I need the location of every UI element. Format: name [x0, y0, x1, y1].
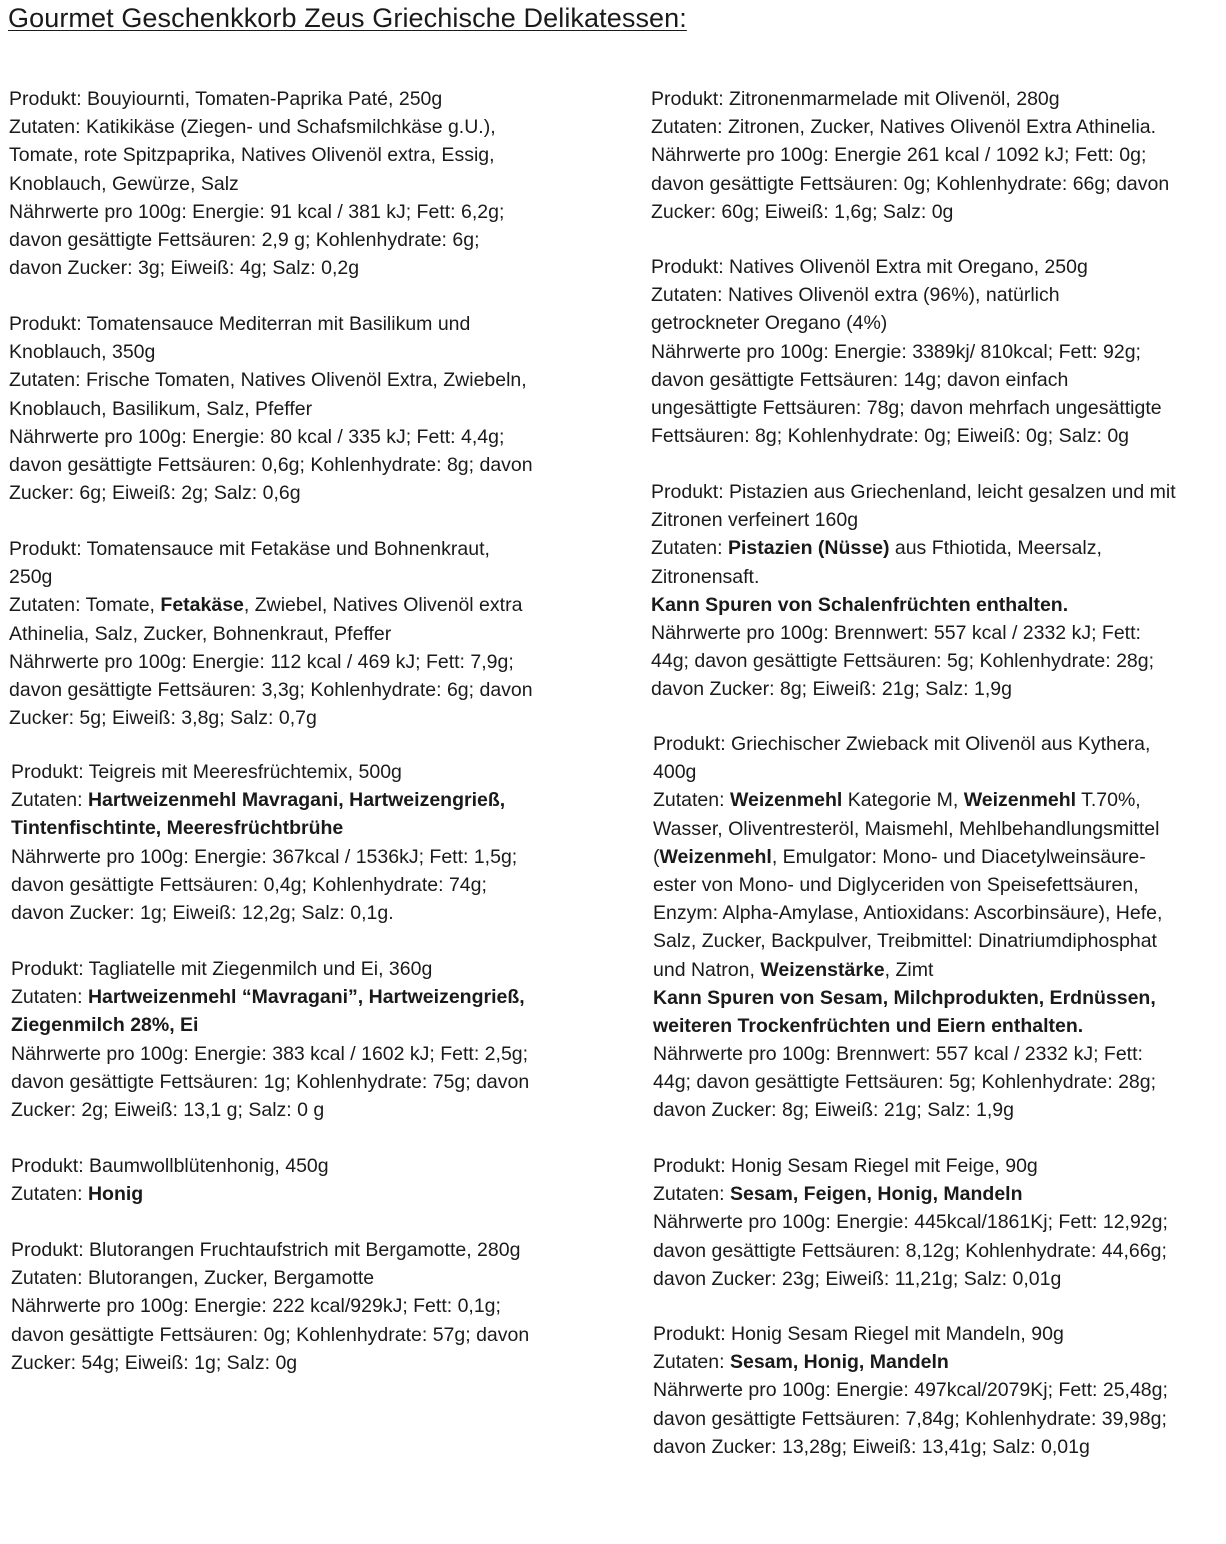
text-line [11, 843, 517, 871]
bold-text: Kann Spuren von Sesam, Milchprodukten, Erdnüssen, [653, 986, 1156, 1009]
text-line [653, 786, 1162, 814]
text-line [653, 1208, 1168, 1236]
text-line [9, 479, 533, 507]
product-block [653, 1320, 1168, 1461]
text-segment: Nährwerte pro 100g: Brennwert: 557 kcal / 2332 kJ; Fett: [653, 1043, 1143, 1066]
text-segment: Zutaten: [653, 789, 730, 812]
text-line [651, 198, 1169, 226]
text-line [653, 1405, 1168, 1433]
text-segment: Produkt: Tomatensauce mit Fetakäse und Bohnenkraut, [9, 538, 490, 560]
text-segment: Nährwerte pro 100g: Energie: 383 kcal / 1602 kJ; Fett: 2,5g; [11, 1042, 529, 1065]
text-segment: Zutaten: [653, 1351, 730, 1374]
bold-text: Ziegenmilch 28%, Ei [11, 1014, 199, 1037]
product-block [651, 478, 1176, 704]
product-block [11, 758, 517, 927]
bold-text: Fetakäse [160, 594, 244, 617]
text-segment: Salz, Zucker, Backpulver, Treibmittel: Dinatriumdiphosphat [653, 930, 1157, 953]
text-segment: Produkt: Baumwollblütenhonig, 450g [11, 1155, 329, 1177]
text-segment: davon gesättigte Fettsäuren: 0g; Kohlenhydrate: 57g; davon [11, 1323, 530, 1346]
text-segment: Produkt: Bouyiournti, Tomaten-Paprika Paté, 250g [9, 88, 443, 110]
text-segment: davon gesättigte Fettsäuren: 8,12g; Kohlenhydrate: 44,66g; [653, 1239, 1167, 1262]
bold-text: Weizenmehl [729, 789, 843, 812]
text-segment: 250g [9, 566, 53, 589]
text-segment: Tomate, rote Spitzpaprika, Natives Olivenöl extra, Essig, [9, 144, 495, 167]
text-segment: ( [653, 845, 660, 868]
text-segment: Produkt: Honig Sesam Riegel mit Mandeln, 90g [653, 1323, 1064, 1345]
text-segment: Zutaten: [11, 789, 88, 812]
text-line [9, 451, 533, 479]
text-line [651, 563, 1176, 591]
text-segment: davon Zucker: 3g; Eiweiß: 4g; Salz: 0,2g [9, 257, 360, 280]
text-segment: davon Zucker: 23g; Eiweiß: 11,21g; Salz: 0,01g [653, 1267, 1062, 1290]
product-block [9, 535, 533, 732]
text-line [651, 141, 1169, 169]
text-line [9, 141, 504, 169]
bold-text: Sesam, Feigen, Honig, Mandeln [729, 1183, 1023, 1206]
text-line [9, 338, 533, 366]
text-segment: davon gesättigte Fettsäuren: 0,6g; Kohlenhydrate: 8g; davon [9, 453, 533, 476]
text-line [653, 927, 1162, 955]
bold-text: Honig [87, 1183, 144, 1206]
text-line [651, 309, 1162, 337]
text-segment: davon gesättigte Fettsäuren: 7,84g; Kohlenhydrate: 39,98g; [653, 1407, 1167, 1430]
product-block [653, 730, 1162, 1125]
text-line [651, 170, 1169, 198]
text-segment: davon Zucker: 8g; Eiweiß: 21g; Salz: 1,9g [651, 678, 1012, 701]
text-line [9, 591, 533, 619]
text-segment: davon gesättigte Fettsäuren: 3,3g; Kohlenhydrate: 6g; davon [9, 678, 533, 701]
text-segment: T.70%, [1076, 789, 1141, 812]
text-line [9, 113, 504, 141]
text-segment: Produkt: Teigreis mit Meeresfrüchtemix, 500g [11, 761, 402, 783]
text-line [651, 253, 1162, 281]
text-segment: Nährwerte pro 100g: Energie: 80 kcal / 335 kJ; Fett: 4,4g; [9, 425, 505, 448]
text-line [11, 814, 517, 842]
bold-text: Sesam, Honig, Mandeln [729, 1351, 949, 1374]
text-segment: Zitronen verfeinert 160g [651, 509, 859, 532]
text-segment: Produkt: Pistazien aus Griechenland, leicht gesalzen und mit [651, 481, 1176, 503]
text-segment: Zucker: 54g; Eiweiß: 1g; Salz: 0g [11, 1351, 298, 1374]
text-line [653, 1068, 1162, 1096]
text-line [653, 956, 1162, 984]
text-line [653, 1376, 1168, 1404]
text-line [9, 648, 533, 676]
text-segment: Knoblauch, Basilikum, Salz, Pfeffer [9, 397, 313, 420]
text-segment: getrockneter Oregano (4%) [651, 312, 888, 335]
text-line [11, 955, 529, 983]
text-line [651, 591, 1176, 619]
text-segment: ungesättigte Fettsäuren: 78g; davon mehrfach ungesättigte [651, 396, 1162, 419]
text-segment: , Emulgator: Mono- und Diacetylweinsäure- [771, 845, 1146, 868]
text-segment: Nährwerte pro 100g: Energie: 445kcal/1861Kj; Fett: 12,92g; [653, 1211, 1168, 1234]
text-line [11, 899, 517, 927]
text-line [9, 704, 533, 732]
text-line [11, 1068, 529, 1096]
text-segment: Zutaten: Tomate, [9, 594, 161, 617]
text-segment: Produkt: Tomatensauce Mediterran mit Basilikum und [9, 313, 471, 335]
text-line [653, 1348, 1168, 1376]
text-segment: Zutaten: [651, 537, 728, 560]
text-segment: Enzym: Alpha-Amylase, Antioxidans: Ascorbinsäure), Hefe, [653, 902, 1163, 925]
text-segment: davon gesättigte Fettsäuren: 0,4g; Kohlenhydrate: 74g; [11, 873, 487, 896]
text-line [653, 871, 1162, 899]
text-segment: Produkt: Zitronenmarmelade mit Olivenöl, 280g [651, 88, 1060, 110]
text-segment: Zutaten: [11, 986, 88, 1009]
text-line [651, 281, 1162, 309]
text-line [653, 984, 1162, 1012]
product-block [653, 1152, 1168, 1293]
text-segment: Nährwerte pro 100g: Energie: 112 kcal / 469 kJ; Fett: 7,9g; [9, 650, 514, 673]
text-segment: davon Zucker: 1g; Eiweiß: 12,2g; Salz: 0,1g. [11, 901, 394, 924]
product-block [651, 85, 1169, 226]
text-line [11, 1011, 529, 1039]
bold-text: Tintenfischtinte, Meeresfrüchtbrühe [11, 817, 344, 840]
text-line [651, 113, 1169, 141]
text-segment: Produkt: Griechischer Zwieback mit Olivenöl aus Kythera, [653, 733, 1151, 755]
bold-text: Weizenmehl [659, 845, 772, 868]
text-line [653, 1012, 1162, 1040]
bold-text: Weizenstärke [760, 958, 885, 981]
text-line [651, 506, 1176, 534]
text-segment: Zutaten: [653, 1183, 730, 1206]
text-segment: Produkt: Honig Sesam Riegel mit Feige, 90g [653, 1155, 1038, 1177]
text-segment: Nährwerte pro 100g: Energie: 497kcal/2079Kj; Fett: 25,48g; [653, 1379, 1168, 1402]
text-line [11, 1264, 529, 1292]
text-line [11, 1236, 529, 1264]
text-segment: Nährwerte pro 100g: Energie: 91 kcal / 381 kJ; Fett: 6,2g; [9, 200, 505, 223]
text-segment: Zutaten: Katikikäse (Ziegen- und Schafsmilchkäse g.U.), [9, 116, 496, 139]
text-segment: Knoblauch, Gewürze, Salz [9, 172, 239, 195]
text-line [651, 85, 1169, 113]
bold-text: Hartweizenmehl Mavragani, Hartweizengrieß, [87, 789, 506, 812]
text-segment: Zutaten: Zitronen, Zucker, Natives Olivenöl Extra Athinelia. [651, 116, 1157, 139]
text-segment: , Zimt [884, 958, 934, 981]
text-line [11, 1096, 529, 1124]
text-line [653, 815, 1162, 843]
text-line [9, 676, 533, 704]
product-block [9, 85, 504, 282]
text-segment: Zutaten: Frische Tomaten, Natives Olivenöl Extra, Zwiebeln, [9, 369, 527, 392]
text-line [651, 534, 1176, 562]
text-segment: Zucker: 5g; Eiweiß: 3,8g; Salz: 0,7g [9, 707, 317, 730]
text-segment: davon Zucker: 13,28g; Eiweiß: 13,41g; Salz: 0,01g [653, 1435, 1090, 1458]
text-segment: Zitronensaft. [651, 565, 760, 588]
text-segment: , Zwiebel, Natives Olivenöl extra [243, 594, 523, 617]
text-segment: davon Zucker: 8g; Eiweiß: 21g; Salz: 1,9g [653, 1099, 1014, 1122]
product-block [651, 253, 1162, 450]
text-line [9, 254, 504, 282]
text-segment: davon gesättigte Fettsäuren: 0g; Kohlenhydrate: 66g; davon [651, 172, 1170, 195]
text-segment: Nährwerte pro 100g: Energie 261 kcal / 1092 kJ; Fett: 0g; [651, 144, 1147, 167]
text-segment: Zutaten: Natives Olivenöl extra (96%), natürlich [651, 284, 1060, 307]
text-line [653, 1265, 1168, 1293]
text-line [653, 1180, 1168, 1208]
text-segment: 44g; davon gesättigte Fettsäuren: 5g; Kohlenhydrate: 28g; [651, 650, 1155, 673]
text-line [9, 366, 533, 394]
text-segment: Knoblauch, 350g [9, 341, 156, 364]
text-line [11, 1152, 329, 1180]
text-segment: Nährwerte pro 100g: Energie: 367kcal / 1536kJ; Fett: 1,5g; [11, 845, 518, 868]
product-block [11, 1152, 329, 1208]
text-segment: Athinelia, Salz, Zucker, Bohnenkraut, Pfeffer [9, 622, 392, 645]
text-segment: Produkt: Blutorangen Fruchtaufstrich mit Bergamotte, 280g [11, 1239, 521, 1261]
text-line [9, 170, 504, 198]
text-segment: Wasser, Oliventresteröl, Maismehl, Mehlbehandlungsmittel [653, 817, 1160, 840]
text-line [653, 1096, 1162, 1124]
text-line [651, 619, 1176, 647]
text-line [653, 1152, 1168, 1180]
text-line [651, 338, 1162, 366]
bold-text: Hartweizenmehl “Mavragani”, Hartweizengrieß, [87, 986, 525, 1009]
text-line [653, 1433, 1168, 1461]
text-line [653, 1237, 1168, 1265]
text-line [9, 620, 533, 648]
text-segment: 44g; davon gesättigte Fettsäuren: 5g; Kohlenhydrate: 28g; [653, 1071, 1157, 1094]
text-line [9, 310, 533, 338]
text-segment: Nährwerte pro 100g: Energie: 222 kcal/929kJ; Fett: 0,1g; [11, 1295, 501, 1318]
text-segment: und Natron, [653, 958, 761, 981]
text-segment: Zutaten: Blutorangen, Zucker, Bergamotte [11, 1267, 375, 1290]
text-segment: davon gesättigte Fettsäuren: 14g; davon einfach [651, 368, 1069, 391]
text-segment: Nährwerte pro 100g: Brennwert: 557 kcal / 2332 kJ; Fett: [651, 621, 1141, 644]
text-line [9, 535, 533, 563]
bold-text: Pistazien (Nüsse) [727, 537, 890, 560]
bold-text: Weizenmehl [963, 789, 1077, 812]
text-line [9, 395, 533, 423]
text-line [11, 1292, 529, 1320]
product-block [9, 310, 533, 507]
text-segment: Produkt: Tagliatelle mit Ziegenmilch und Ei, 360g [11, 958, 433, 980]
text-segment: Fettsäuren: 8g; Kohlenhydrate: 0g; Eiweiß: 0g; Salz: 0g [651, 425, 1130, 448]
text-segment: Nährwerte pro 100g: Energie: 3389kj/ 810kcal; Fett: 92g; [651, 340, 1141, 363]
text-line [11, 758, 517, 786]
text-segment: Kategorie M, [842, 789, 964, 812]
text-line [653, 1040, 1162, 1068]
product-block [11, 1236, 529, 1377]
text-line [651, 422, 1162, 450]
text-line [11, 1321, 529, 1349]
text-line [651, 478, 1176, 506]
text-line [9, 563, 533, 591]
text-line [11, 983, 529, 1011]
text-segment: Zucker: 2g; Eiweiß: 13,1 g; Salz: 0 g [11, 1098, 325, 1121]
text-line [651, 675, 1176, 703]
text-line [9, 198, 504, 226]
text-line [11, 786, 517, 814]
text-segment: ester von Mono- und Diglyceriden von Speisefettsäuren, [653, 873, 1139, 896]
text-segment: aus Fthiotida, Meersalz, [889, 537, 1102, 560]
text-line [9, 423, 533, 451]
document-title: Gourmet Geschenkkorb Zeus Griechische Delikatessen: [8, 3, 687, 33]
bold-text: Kann Spuren von Schalenfrüchten enthalten. [651, 593, 1069, 616]
product-block [11, 955, 529, 1124]
text-line [653, 730, 1162, 758]
text-segment: davon gesättigte Fettsäuren: 2,9 g; Kohlenhydrate: 6g; [9, 228, 480, 251]
text-segment: Zucker: 6g; Eiweiß: 2g; Salz: 0,6g [9, 482, 301, 505]
text-line [11, 1180, 329, 1208]
text-segment: Produkt: Natives Olivenöl Extra mit Oregano, 250g [651, 256, 1088, 278]
text-line [653, 1320, 1168, 1348]
text-line [653, 843, 1162, 871]
text-line [11, 1349, 529, 1377]
text-line [653, 899, 1162, 927]
text-line [9, 85, 504, 113]
text-segment: 400g [653, 761, 697, 784]
text-segment: davon gesättigte Fettsäuren: 1g; Kohlenhydrate: 75g; davon [11, 1070, 530, 1093]
text-line [653, 758, 1162, 786]
text-segment: Zucker: 60g; Eiweiß: 1,6g; Salz: 0g [651, 200, 954, 223]
text-line [651, 366, 1162, 394]
text-line [651, 394, 1162, 422]
text-line [11, 1040, 529, 1068]
bold-text: weiteren Trockenfrüchten und Eiern enthalten. [653, 1014, 1084, 1037]
text-line [651, 647, 1176, 675]
text-segment: Zutaten: [11, 1183, 88, 1206]
text-line [11, 871, 517, 899]
text-line [9, 226, 504, 254]
